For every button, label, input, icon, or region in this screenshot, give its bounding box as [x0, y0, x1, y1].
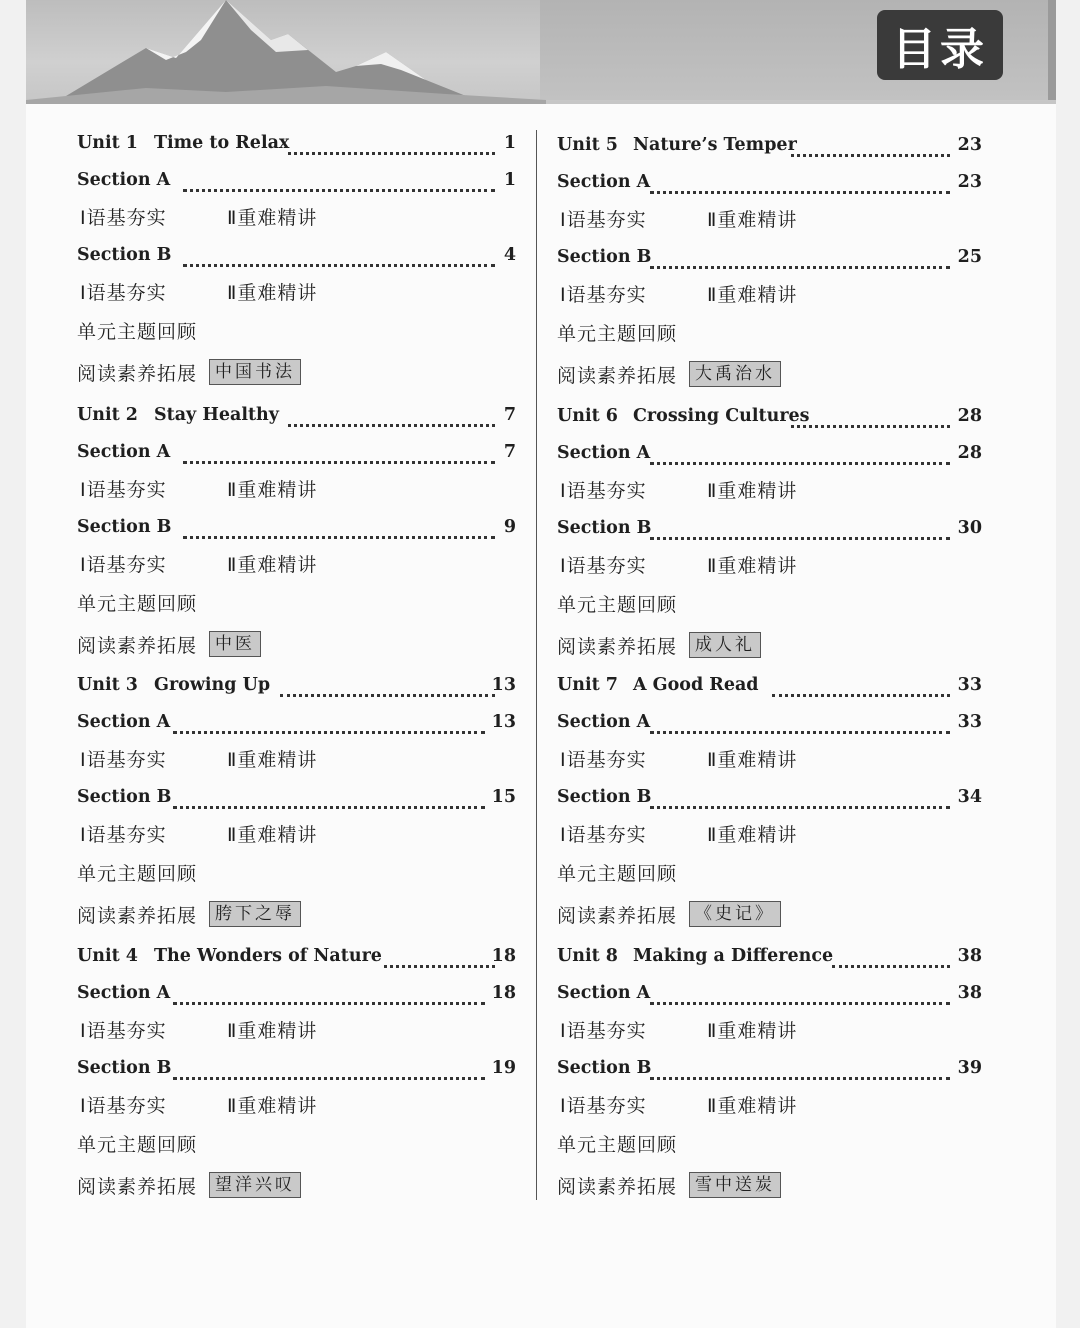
section-label: Section A [77, 170, 171, 190]
unit-label: Unit 6 [557, 406, 618, 426]
reading-row[interactable] [557, 1170, 781, 1200]
unit-row[interactable] [557, 941, 982, 971]
review-row[interactable] [557, 1128, 677, 1158]
page-number: 33 [957, 675, 982, 695]
reading-extension: 阅读素养拓展 [77, 362, 198, 385]
unit-label: Unit 7 [557, 675, 618, 695]
page-number: 33 [957, 712, 982, 732]
sub-items-row [77, 745, 516, 775]
unit-title: Stay Healthy [154, 405, 279, 425]
sub-items-row [77, 278, 516, 308]
page-number: 1 [503, 133, 516, 153]
reading-row[interactable] [77, 899, 301, 929]
section-row[interactable] [77, 240, 516, 270]
sub-items-row [77, 1091, 516, 1121]
unit-label: Unit 3 [77, 675, 138, 695]
column-divider [536, 130, 537, 1200]
page-number: 13 [491, 712, 516, 732]
reading-topic-tag: 雪中送炭 [689, 1172, 781, 1198]
item-key-points[interactable]: Ⅱ重难精讲 [227, 479, 318, 501]
reading-extension: 阅读素养拓展 [77, 1175, 198, 1198]
unit-label: Unit 8 [557, 946, 618, 966]
unit-label: Unit 2 [77, 405, 138, 425]
sub-items-row [557, 476, 982, 506]
section-label: Section A [557, 712, 651, 732]
review-row[interactable] [77, 1128, 197, 1158]
reading-row[interactable] [77, 1170, 301, 1200]
section-label: Section A [77, 983, 171, 1003]
page-number: 13 [491, 675, 516, 695]
unit-title: Nature’s Temper [633, 135, 797, 155]
item-key-points[interactable]: Ⅱ重难精讲 [707, 284, 798, 306]
item-key-points[interactable]: Ⅱ重难精讲 [227, 1095, 318, 1117]
unit-title: Time to Relax [154, 133, 290, 153]
unit-review: 单元主题回顾 [557, 322, 678, 345]
section-row[interactable] [77, 437, 516, 467]
item-basics[interactable]: Ⅰ语基夯实 [560, 480, 647, 502]
item-basics[interactable]: Ⅰ语基夯实 [560, 1020, 647, 1042]
item-basics[interactable]: Ⅰ语基夯实 [560, 824, 647, 846]
item-key-points[interactable]: Ⅱ重难精讲 [707, 209, 798, 231]
review-row[interactable] [557, 588, 677, 618]
section-row[interactable] [77, 165, 516, 195]
review-row[interactable] [77, 857, 197, 887]
section-row[interactable] [77, 782, 516, 812]
section-label: Section B [557, 247, 652, 267]
unit-review: 单元主题回顾 [77, 320, 198, 343]
page-number: 15 [491, 787, 516, 807]
reading-row[interactable] [557, 359, 781, 389]
sub-items-row [557, 745, 982, 775]
section-label: Section A [77, 442, 171, 462]
section-label: Section B [77, 1058, 172, 1078]
section-label: Section A [77, 712, 171, 732]
page-number: 23 [957, 135, 982, 155]
unit-label: Unit 5 [557, 135, 618, 155]
reading-topic-tag: 大禹治水 [689, 361, 781, 387]
item-key-points[interactable]: Ⅱ重难精讲 [227, 554, 318, 576]
sub-items-row [557, 820, 982, 850]
sub-items-row [557, 1016, 982, 1046]
section-row[interactable] [557, 167, 982, 197]
reading-row[interactable] [557, 630, 761, 660]
reading-extension: 阅读素养拓展 [557, 904, 678, 927]
page-number: 9 [503, 517, 516, 537]
unit-row[interactable] [77, 670, 516, 700]
section-row[interactable] [557, 513, 982, 543]
reading-topic-tag: 成人礼 [689, 632, 761, 658]
section-row[interactable] [557, 707, 982, 737]
reading-topic-tag: 《史记》 [689, 901, 781, 927]
mountains-illustration [26, 0, 546, 104]
section-row[interactable] [77, 978, 516, 1008]
review-row[interactable] [77, 315, 197, 345]
sub-items-row [77, 475, 516, 505]
unit-row[interactable] [77, 941, 516, 971]
section-label: Section B [557, 787, 652, 807]
unit-row[interactable] [77, 400, 516, 430]
page-number: 38 [957, 983, 982, 1003]
unit-title: A Good Read [633, 675, 759, 695]
page-number: 28 [957, 406, 982, 426]
page-number: 18 [491, 946, 516, 966]
section-label: Section A [557, 443, 651, 463]
review-row[interactable] [77, 587, 197, 617]
item-basics[interactable]: Ⅰ语基夯实 [560, 555, 647, 577]
item-basics[interactable]: Ⅰ语基夯实 [560, 284, 647, 306]
item-basics[interactable]: Ⅰ语基夯实 [80, 1095, 167, 1117]
unit-row[interactable] [557, 670, 982, 700]
unit-title: The Wonders of Nature [154, 946, 382, 966]
unit-label: Unit 4 [77, 946, 138, 966]
item-key-points[interactable]: Ⅱ重难精讲 [707, 555, 798, 577]
reading-extension: 阅读素养拓展 [557, 635, 678, 658]
unit-review: 单元主题回顾 [77, 862, 198, 885]
sub-items-row [77, 550, 516, 580]
page-number: 18 [491, 983, 516, 1003]
item-basics[interactable]: Ⅰ语基夯实 [80, 479, 167, 501]
item-key-points[interactable]: Ⅱ重难精讲 [707, 480, 798, 502]
page-number: 39 [957, 1058, 982, 1078]
section-label: Section A [557, 172, 651, 192]
unit-review: 单元主题回顾 [557, 862, 678, 885]
section-row[interactable] [557, 978, 982, 1008]
page-number: 30 [957, 518, 982, 538]
item-basics[interactable]: Ⅰ语基夯实 [560, 209, 647, 231]
page-number: 25 [957, 247, 982, 267]
unit-label: Unit 1 [77, 133, 138, 153]
section-row[interactable] [557, 1053, 982, 1083]
item-basics[interactable]: Ⅰ语基夯实 [560, 1095, 647, 1117]
section-label: Section B [557, 518, 652, 538]
item-key-points[interactable]: Ⅱ重难精讲 [227, 282, 318, 304]
unit-review: 单元主题回顾 [77, 1133, 198, 1156]
section-label: Section B [77, 245, 172, 265]
reading-topic-tag: 望洋兴叹 [209, 1172, 301, 1198]
sub-items-row [557, 1091, 982, 1121]
section-row[interactable] [77, 512, 516, 542]
section-row[interactable] [557, 242, 982, 272]
sub-items-row [557, 205, 982, 235]
page-number: 23 [957, 172, 982, 192]
sub-items-row [557, 551, 982, 581]
item-key-points[interactable]: Ⅱ重难精讲 [707, 1020, 798, 1042]
section-row[interactable] [77, 1053, 516, 1083]
page-number: 7 [503, 442, 516, 462]
reading-row[interactable] [557, 899, 781, 929]
sub-items-row [77, 1016, 516, 1046]
page-number: 7 [503, 405, 516, 425]
page-number: 19 [491, 1058, 516, 1078]
reading-topic-tag: 中医 [209, 631, 261, 657]
section-label: Section A [557, 983, 651, 1003]
section-label: Section B [77, 517, 172, 537]
item-basics[interactable]: Ⅰ语基夯实 [560, 749, 647, 771]
review-row[interactable] [557, 317, 677, 347]
section-row[interactable] [557, 782, 982, 812]
reading-row[interactable] [77, 357, 301, 387]
header-banner [26, 0, 1056, 104]
item-key-points[interactable]: Ⅱ重难精讲 [707, 824, 798, 846]
unit-title: Making a Difference [633, 946, 834, 966]
reading-topic-tag: 中国书法 [209, 359, 301, 385]
item-basics[interactable]: Ⅰ语基夯实 [80, 554, 167, 576]
reading-extension: 阅读素养拓展 [77, 634, 198, 657]
item-key-points[interactable]: Ⅱ重难精讲 [227, 207, 318, 229]
unit-review: 单元主题回顾 [77, 592, 198, 615]
item-basics[interactable]: Ⅰ语基夯实 [80, 749, 167, 771]
sub-items-row [557, 280, 982, 310]
review-row[interactable] [557, 857, 677, 887]
page-number: 1 [503, 170, 516, 190]
unit-title: Growing Up [154, 675, 271, 695]
section-row[interactable] [557, 438, 982, 468]
unit-review: 单元主题回顾 [557, 1133, 678, 1156]
item-basics[interactable]: Ⅰ语基夯实 [80, 207, 167, 229]
page-number: 34 [957, 787, 982, 807]
reading-extension: 阅读素养拓展 [557, 364, 678, 387]
unit-row[interactable] [77, 128, 516, 158]
item-basics[interactable]: Ⅰ语基夯实 [80, 824, 167, 846]
reading-extension: 阅读素养拓展 [557, 1175, 678, 1198]
item-key-points[interactable]: Ⅱ重难精讲 [707, 749, 798, 771]
sub-items-row [77, 820, 516, 850]
page-number: 28 [957, 443, 982, 463]
item-basics[interactable]: Ⅰ语基夯实 [80, 1020, 167, 1042]
section-label: Section B [557, 1058, 652, 1078]
page-number: 4 [503, 245, 516, 265]
reading-row[interactable] [77, 629, 261, 659]
unit-row[interactable] [557, 401, 982, 431]
banner-edge [1048, 0, 1056, 100]
item-basics[interactable]: Ⅰ语基夯实 [80, 282, 167, 304]
item-key-points[interactable]: Ⅱ重难精讲 [227, 749, 318, 771]
page-number: 38 [957, 946, 982, 966]
unit-review: 单元主题回顾 [557, 593, 678, 616]
reading-extension: 阅读素养拓展 [77, 904, 198, 927]
section-row[interactable] [77, 707, 516, 737]
unit-row[interactable] [557, 130, 982, 160]
item-key-points[interactable]: Ⅱ重难精讲 [227, 824, 318, 846]
sub-items-row [77, 203, 516, 233]
reading-topic-tag: 胯下之辱 [209, 901, 301, 927]
unit-title: Crossing Cultures [633, 406, 810, 426]
section-label: Section B [77, 787, 172, 807]
item-key-points[interactable]: Ⅱ重难精讲 [707, 1095, 798, 1117]
item-key-points[interactable]: Ⅱ重难精讲 [227, 1020, 318, 1042]
page-title: 目录 [877, 10, 1003, 80]
